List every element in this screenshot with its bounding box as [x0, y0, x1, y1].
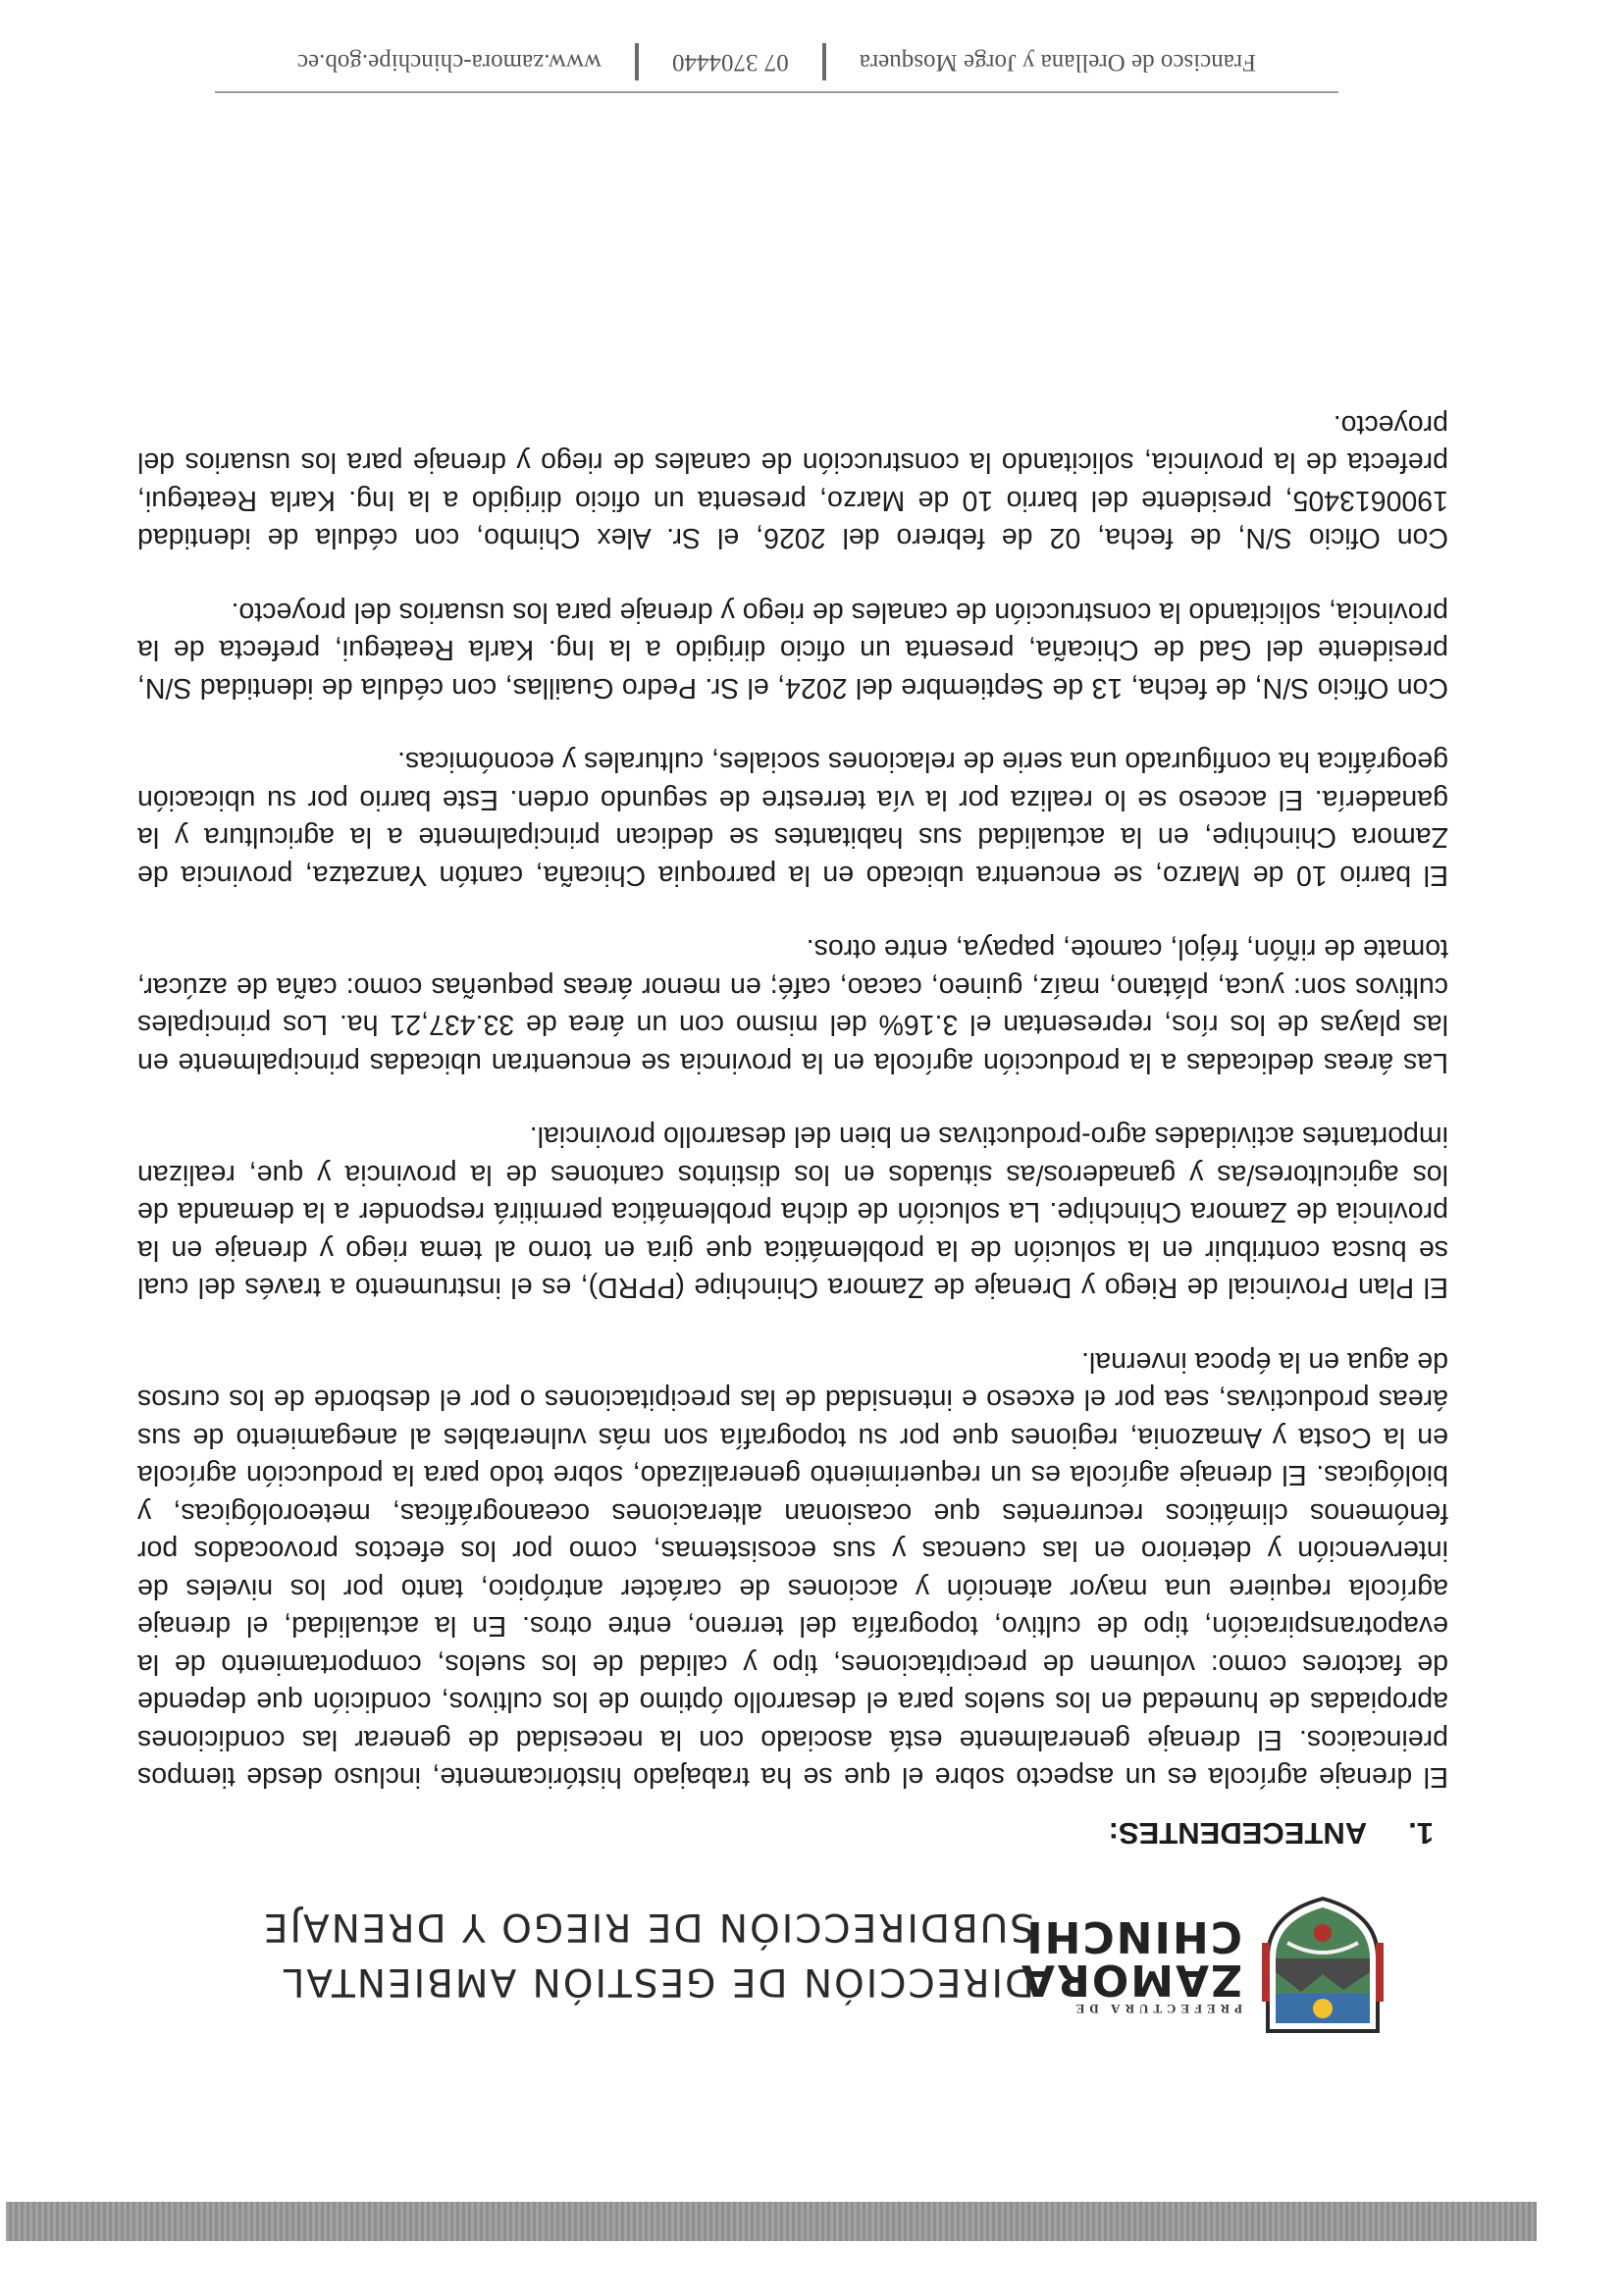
paragraph-oficio-2024: Con Oficio S/N, de fecha, 13 de Septiembre del 2024, el Sr. Pedro Guaillas, con cédula de identidad S/N, presidente del Gad de Chicaña, presenta un oficio dirigido a la Ing. Karla Reategui, prefecta de la provincia, solicitando la construcción de canales de riego y drenaje para los usuarios del proyecto. [137, 597, 1448, 704]
document-body [137, 370, 1448, 1860]
footer-address: Francisco de Orellana y Jorge Mosquera [859, 49, 1257, 76]
prefectura-shield-logo [1258, 1894, 1387, 2041]
department-subtitle: SUBDIRECCIÓN DE RIEGO Y DRENAJE [261, 1905, 1034, 1949]
top-color-bar [6, 2202, 1537, 2241]
section-number: 1. [1408, 1816, 1434, 1851]
footer-website: www.zamora-chinchipe.gob.ec [296, 49, 602, 76]
footer-separator [822, 43, 826, 80]
department-title: DIRECCIÓN DE GESTIÓN AMBIENTAL [281, 1959, 1034, 2004]
wordmark-small-text: PREFECTURA DE [1071, 2002, 1242, 2016]
paragraph-areas-agricolas: Las áreas dedicadas a la producción agrícola en la provincia se encuentran ubicadas principalmente en las playas de los ríos, representan el 3.16% del mismo con un área de 33.437,21 ha. Los principales cultivos son: yuca, plátano, maíz, guineo, cacao, café; en menor áreas pequeñas como: caña de azúcar, tomate de riñón, fréjol, camote, papaya, entre otros. [137, 933, 1448, 1078]
paragraph-plan-provincial: El Plan Provincial de Riego y Drenaje de Zamora Chinchipe (PPRD), es el instrumento a través del cual se busca contribuir en la solución de la problemática que gira en torno al tema riego y drenaje en la provincia de Zamora Chinchipe. La solución de dicha problemática permitirá responder a la demanda de los agricultores/as y ganaderos/as situados en los distintos cantones de la provincia y que, realizan importantes actividades agro-productivas en bien del desarrollo provincial. [137, 1121, 1448, 1304]
footer-separator [635, 43, 639, 80]
paragraph-drenaje-agricola: El drenaje agrícola es un aspecto sobre el que se ha trabajado históricamente, incluso desde tiempos preincaicos. El drenaje generalmente está asociado con la necesidad de generar las condiciones apropiadas de humedad en los suelos para el desarrollo óptimo de los cultivos, condición que depende de factores como: volumen de precipitaciones, tipo y calidad de los suelos, comportamiento de la evapotranspiración, tipo de cultivo, topografía del terreno, entre otros. En la actualidad, el drenaje agrícola requiere una mayor atención y acciones de carácter antrópico, tanto por los niveles de intervención y deterioro en las cuencas y sus ecosistemas, como por los efectos provocados por fenómenos climáticos recurrentes que ocasionan alteraciones oceanográficas, meteorológicas, y biológicas. El drenaje agrícola es un requerimiento generalizado, sobre todo para la producción agrícola en la Costa y Amazonia, regiones que por su topografía son más vulnerables al anegamiento de sus áreas productivas, sea por el exceso e intensidad de las precipitaciones o por el desborde de los cursos de agua en la época invernal. [137, 1346, 1448, 1794]
wordmark-line-1: ZAMORA [1019, 1955, 1242, 2005]
section-heading [137, 1814, 1434, 1852]
wordmark-line-2: CHINCHI [1024, 1911, 1242, 1961]
paragraph-barrio-10-de-marzo: El barrio 10 de Marzo, se encuentra ubicado en la parroquia Chicaña, cantón Yanzatza, provincia de Zamora Chinchipe, en la actualidad sus habitantes se dedican principalmente a la agricultura y la ganadería. El acceso se lo realiza por la vía terrestre de segundo orden. Este barrio por su ubicación geográfica ha configurado una serie de relaciones sociales, culturales y económicas. [137, 746, 1448, 891]
prefectura-wordmark [1019, 1911, 1242, 2016]
footer-phone: 07 3704440 [672, 49, 789, 76]
footer-divider [215, 91, 1338, 93]
page-footer [215, 43, 1338, 80]
section-title: ANTECEDENTES: [1108, 1816, 1368, 1851]
paragraph-oficio-2026: Con Oficio S/N, de fecha, 02 de febrero del 2026, el Sr. Alex Chimbo, con cédula de identidad 1900613405, presidente del barrio 10 de Marzo, presenta un oficio dirigido a la Ing. Karla Reategui, prefecta de la provincia, solicitando la construcción de canales de riego y drenaje para los usuarios del proyecto. [137, 409, 1448, 554]
